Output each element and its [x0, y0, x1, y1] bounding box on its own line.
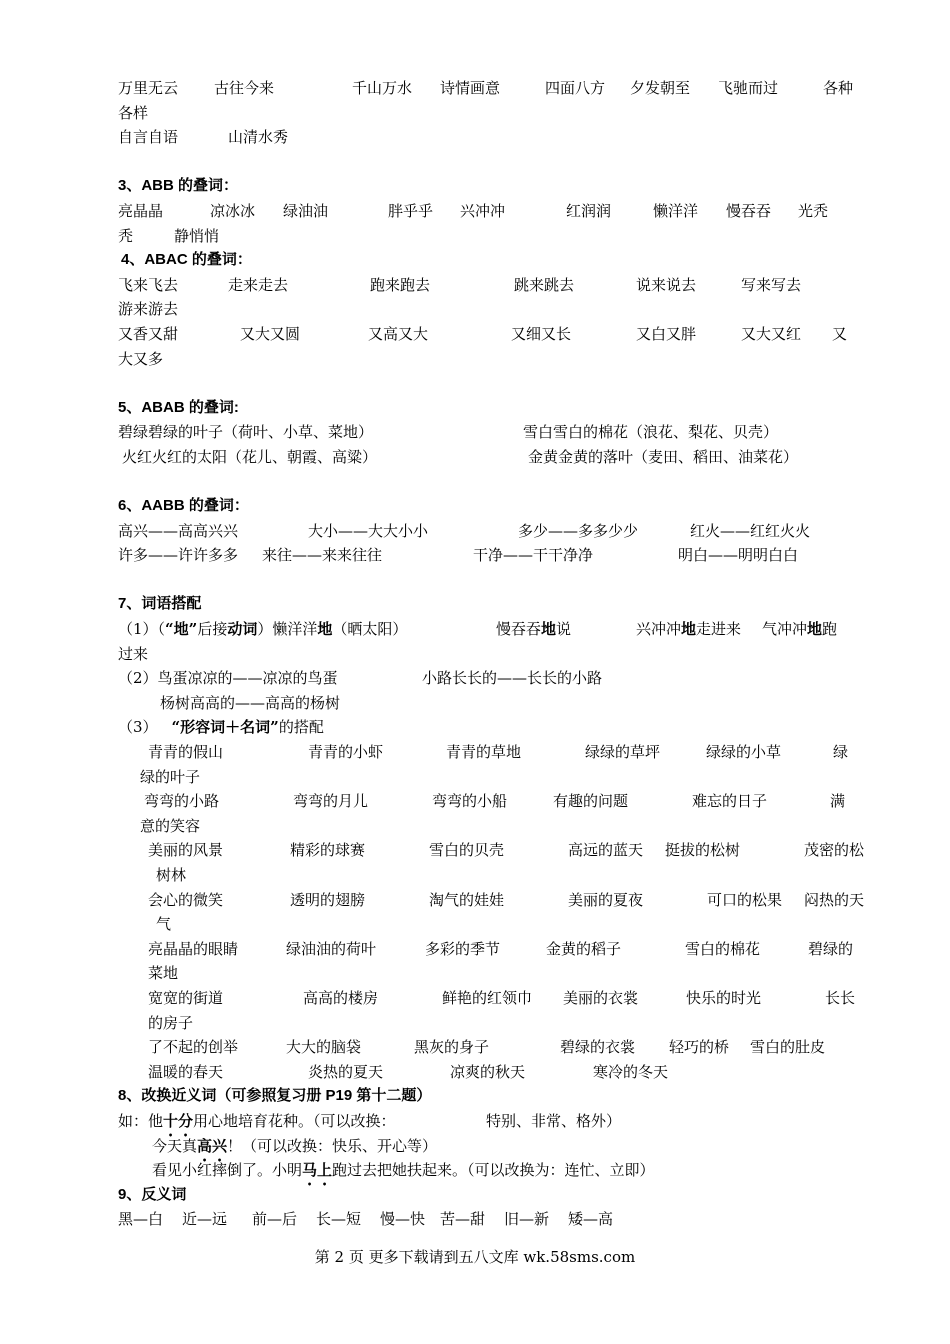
- word: 雪白的棉花: [685, 939, 761, 958]
- word: 旧—新: [504, 1210, 550, 1229]
- word: 火红火红的太阳（花儿、朝霞、高粱）: [122, 447, 378, 466]
- word: 矮—高: [568, 1210, 614, 1229]
- section-3-title: 3、ABB 的叠词：: [118, 177, 239, 195]
- word: 明白——明明白白: [678, 546, 799, 565]
- word: 淘气的娃娃: [429, 890, 505, 909]
- word: 特别、非常、格外）: [486, 1111, 622, 1130]
- word: 长—短: [316, 1210, 362, 1229]
- word: 又白又胖: [636, 324, 697, 343]
- text: ！（可以改换：快乐、开心等）: [227, 1136, 438, 1155]
- word: 寒冷的冬天: [593, 1062, 669, 1081]
- word: 兴冲冲: [460, 201, 506, 220]
- aabb-row: [118, 543, 868, 568]
- text: 跑: [822, 620, 838, 639]
- word: 金黄金黄的落叶（麦田、稻田、油菜花）: [528, 447, 799, 466]
- word: 美丽的风景: [148, 841, 224, 860]
- adj-noun-wrap: [118, 765, 868, 790]
- word: 写来写去: [741, 275, 802, 294]
- text: 说: [556, 620, 572, 639]
- word: 弯弯的小船: [432, 792, 508, 811]
- word: 会心的微笑: [148, 890, 224, 909]
- adj-noun-row: [118, 740, 868, 765]
- adj-noun-row: [118, 986, 868, 1011]
- word: 山清水秀: [228, 128, 289, 147]
- text: 看见小红摔倒了。小明: [152, 1161, 303, 1180]
- word: 绿绿的草坪: [585, 743, 661, 762]
- word: 静悄悄: [174, 226, 220, 245]
- word: 多彩的季节: [425, 939, 501, 958]
- word: 懒洋洋: [653, 201, 699, 220]
- word: 美丽的衣裳: [563, 988, 639, 1007]
- word: 闷热的天: [804, 890, 865, 909]
- word: 美丽的夏夜: [568, 890, 644, 909]
- text: （晒太阳）: [332, 620, 408, 639]
- text: ）懒洋洋: [257, 620, 318, 639]
- word: 雪白的贝壳: [429, 841, 505, 860]
- word: 杨树高高的——高高的杨树: [160, 693, 341, 712]
- word: 碧绿的: [808, 939, 854, 958]
- word: 来往——来来往往: [262, 546, 383, 565]
- word: 青青的小虾: [308, 743, 384, 762]
- idiom-row: [118, 76, 868, 101]
- word: 茂密的松: [804, 841, 865, 860]
- word: 又大又圆: [240, 324, 301, 343]
- abab-row: [118, 420, 868, 445]
- text: （3）: [118, 718, 158, 737]
- text: 走进来: [696, 620, 742, 639]
- word: 过来: [118, 644, 149, 663]
- text: 气冲冲: [762, 620, 808, 639]
- text: 地: [541, 620, 557, 639]
- word: 青青的草地: [446, 743, 522, 762]
- word: 高高的楼房: [303, 988, 379, 1007]
- text: 地: [681, 620, 697, 639]
- word: 挺拔的松树: [665, 841, 741, 860]
- word: 近—远: [182, 1210, 228, 1229]
- word: 夕发朝至: [630, 79, 691, 97]
- abac-row: [118, 273, 868, 298]
- collocation-row: [118, 691, 868, 716]
- word: 跳来跳去: [514, 275, 575, 294]
- word: 绿油油的荷叶: [286, 939, 377, 958]
- section-5-title: 5、ABAB 的叠词:: [118, 398, 239, 416]
- word: 宽宽的街道: [148, 988, 224, 1007]
- word: 飞驰而过: [718, 79, 779, 97]
- adj-noun-row: [118, 888, 868, 913]
- word: 可口的松果: [707, 890, 783, 909]
- word: [496, 617, 571, 642]
- text: 高兴: [197, 1136, 228, 1155]
- collocation-de-row: [118, 617, 868, 642]
- word: 凉爽的秋天: [450, 1062, 526, 1081]
- word: 苦—甜: [440, 1210, 486, 1229]
- text: 马上: [302, 1161, 333, 1180]
- word: 凉冰冰: [210, 201, 256, 220]
- adj-noun-row: [118, 1060, 868, 1085]
- text: 动词: [227, 620, 258, 639]
- word: 慢吞吞: [726, 201, 772, 220]
- adj-noun-wrap: [118, 1011, 868, 1036]
- word: 快乐的时光: [686, 988, 762, 1007]
- word: 干净——干干净净: [473, 546, 594, 565]
- abac-row: [118, 322, 868, 347]
- word: 大大的脑袋: [286, 1038, 362, 1057]
- aabb-row: [118, 519, 868, 544]
- word: 又细又长: [511, 324, 572, 343]
- word: 碧绿碧绿的叶子（荷叶、小草、菜地）: [118, 423, 374, 442]
- word: 透明的翅膀: [290, 890, 366, 909]
- text: 今天真: [152, 1136, 198, 1155]
- word: 游来游去: [118, 300, 179, 319]
- word: 亮晶晶: [118, 201, 164, 220]
- synonym-example: [118, 1109, 868, 1134]
- adj-noun-row: [118, 789, 868, 814]
- word: 绿绿的小草: [706, 743, 782, 762]
- word: 气: [156, 915, 172, 934]
- word: 又大又红: [741, 324, 802, 343]
- abab-row: [118, 445, 868, 470]
- word: 各样: [118, 103, 149, 122]
- word: 红火——红红火火: [690, 521, 811, 540]
- text: 地: [807, 620, 823, 639]
- idiom-row: [118, 125, 868, 150]
- abac-row-wrap: [118, 297, 868, 322]
- idiom-row-wrap: [118, 101, 868, 126]
- section-4-title: 4、ABAC 的叠词：: [121, 251, 252, 269]
- word: 千山万水: [352, 79, 413, 97]
- word: 轻巧的桥: [669, 1038, 730, 1057]
- text: 十分: [163, 1111, 194, 1130]
- section-9-title: 9、反义词: [118, 1185, 187, 1203]
- adj-noun-row: [118, 1035, 868, 1060]
- word: 温暖的春天: [148, 1062, 224, 1081]
- text: “地”: [165, 620, 198, 639]
- synonym-example: [118, 1158, 868, 1183]
- word: 亮晶晶的眼睛: [148, 939, 239, 958]
- collocation-row: [118, 666, 868, 691]
- word: 说来说去: [636, 275, 697, 294]
- word: 精彩的球赛: [290, 841, 366, 860]
- text: 地: [317, 620, 333, 639]
- word: 前—后: [252, 1210, 298, 1229]
- text: 如：他: [118, 1111, 164, 1130]
- text: （1）（: [118, 620, 166, 639]
- word: 的房子: [148, 1013, 194, 1032]
- abb-row-wrap: [118, 224, 868, 249]
- word: 各种: [823, 79, 854, 97]
- page-footer: 第 2 页 更多下载请到五八文库 wk.58sms.com: [314, 1248, 636, 1266]
- word: 秃: [118, 226, 134, 245]
- word: 绿的叶子: [140, 767, 201, 786]
- word: 黑灰的身子: [414, 1038, 490, 1057]
- adj-noun-wrap: [118, 863, 868, 888]
- word: 飞来飞去: [118, 275, 179, 294]
- word: 大小——大大小小: [308, 521, 429, 540]
- text: 慢吞吞: [496, 620, 542, 639]
- word: 菜地: [148, 964, 179, 983]
- word: 胖乎乎: [388, 201, 434, 220]
- adj-noun-row: [118, 937, 868, 962]
- word: 满: [830, 792, 846, 811]
- adj-noun-row: [118, 838, 868, 863]
- word: 红润润: [566, 201, 612, 220]
- word: 又: [832, 324, 848, 343]
- word: 许多——许许多多: [118, 546, 239, 565]
- word: 高兴——高高兴兴: [118, 521, 239, 540]
- word: [762, 617, 837, 642]
- word: 雪白的肚皮: [750, 1038, 826, 1057]
- word: 鲜艳的红领巾: [442, 988, 533, 1007]
- collocation-wrap: [118, 642, 868, 667]
- word: （2）鸟蛋凉凉的——凉凉的鸟蛋: [118, 669, 338, 688]
- word: 又高又大: [368, 324, 429, 343]
- document-page: [118, 76, 868, 1232]
- section-7-title: 7、词语搭配: [118, 595, 202, 613]
- adj-noun-wrap: [118, 961, 868, 986]
- collocation-adj-noun-heading: [118, 715, 868, 740]
- word: [636, 617, 741, 642]
- word: 慢—快: [380, 1210, 426, 1229]
- word: 跑来跑去: [370, 275, 431, 294]
- word: 诗情画意: [440, 79, 501, 97]
- word: 弯弯的小路: [144, 792, 220, 811]
- word: 光秃: [798, 201, 829, 220]
- word: 绿: [833, 743, 849, 762]
- section-8-title: 8、改换近义词（可参照复习册 P19 第十二题）: [118, 1087, 432, 1105]
- word: 了不起的创举: [148, 1038, 239, 1057]
- word: 黑—白: [118, 1210, 164, 1229]
- word: 自言自语: [118, 128, 179, 147]
- word: 雪白雪白的棉花（浪花、梨花、贝壳）: [523, 423, 779, 442]
- word: 多少——多多少少: [518, 521, 639, 540]
- word: 四面八方: [545, 79, 606, 97]
- word: 意的笑容: [140, 816, 201, 835]
- text: 跑过去把她扶起来。（可以改换为：连忙、立即）: [332, 1161, 655, 1180]
- abac-row-wrap: [118, 347, 868, 372]
- word: 高远的蓝天: [568, 841, 644, 860]
- text: 后接: [197, 620, 228, 639]
- word: 古往今来: [214, 79, 275, 97]
- word: 难忘的日子: [692, 792, 768, 811]
- adj-noun-wrap: [118, 912, 868, 937]
- word: 小路长长的——长长的小路: [422, 669, 603, 688]
- antonym-row: [118, 1207, 868, 1232]
- word: 走来走去: [228, 275, 289, 294]
- text: 的搭配: [278, 718, 324, 737]
- text: 兴冲冲: [636, 620, 682, 639]
- abb-row: [118, 199, 868, 224]
- word: 金黄的稻子: [546, 939, 622, 958]
- word: 又香又甜: [118, 324, 179, 343]
- word: 弯弯的月儿: [293, 792, 369, 811]
- word: 碧绿的衣裳: [560, 1038, 636, 1057]
- collocation-de-rule: [118, 617, 407, 642]
- text: 用心地培育花种。（可以改换：: [193, 1111, 396, 1130]
- section-6-title: 6、AABB 的叠词：: [118, 497, 249, 515]
- word: 炎热的夏天: [308, 1062, 384, 1081]
- adj-noun-wrap: [118, 814, 868, 839]
- text: “形容词＋名词”: [171, 718, 279, 737]
- word: 青青的假山: [148, 743, 224, 762]
- word: 绿油油: [283, 201, 329, 220]
- word: 长长: [825, 988, 856, 1007]
- word: 大又多: [118, 349, 164, 368]
- word: 有趣的问题: [553, 792, 629, 811]
- word: 万里无云: [118, 79, 179, 97]
- synonym-example: [118, 1134, 868, 1159]
- word: 树林: [156, 866, 187, 884]
